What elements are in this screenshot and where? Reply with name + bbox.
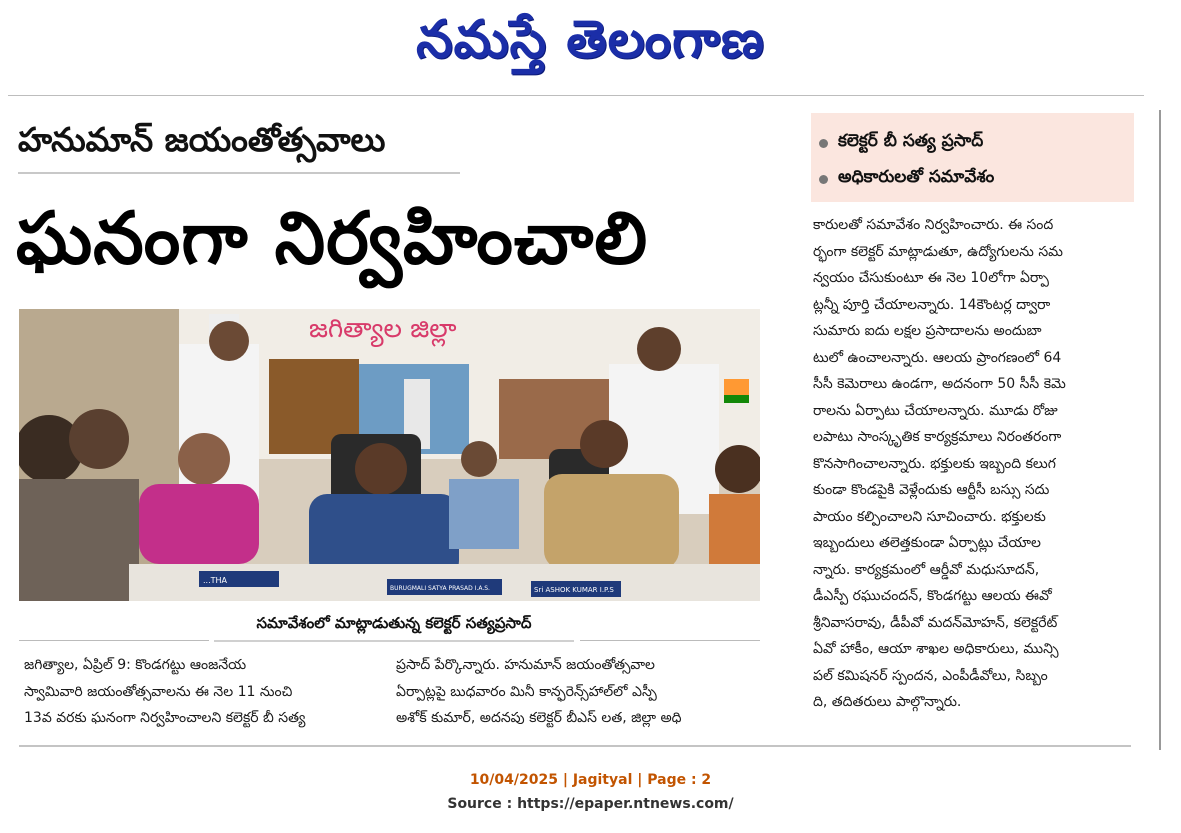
newspaper-logo: నమస్తే తెలంగాణ	[416, 9, 765, 70]
body-line: ట్లన్నీ పూర్తి చేయాలన్నారు. 14కౌంటర్ల ద్వారా	[813, 296, 1051, 313]
bullet-icon	[819, 139, 828, 148]
body-line: లపాటు సాంస్కృతిక కార్యక్రమాలు నిరంతరంగా	[813, 429, 1062, 445]
caption-rule-right	[580, 640, 760, 641]
article-photo	[19, 309, 760, 601]
masthead	[0, 0, 1181, 92]
source-link[interactable]: Source : https://epaper.ntnews.com/	[447, 796, 734, 812]
body-line: కుండా కొండపైకి వెళ్లేందుకు ఆర్టీసీ బస్సు సదు	[813, 482, 1050, 498]
column-divider	[1159, 110, 1161, 750]
body-line: సీసీ కెమెరాలు ఉండగా, అదనంగా 50 సీసీ కెమె	[813, 376, 1066, 392]
bullet-icon	[819, 175, 828, 184]
body-line: ఏర్పాట్లపై బుధవారం మినీ కాన్ఫరెన్స్‌హాల్‌లో ఎస్పీ	[396, 683, 657, 700]
nameplate-3: Sri ASHOK KUMAR I.P.S	[534, 586, 614, 594]
edition-info: 10/04/2025 | Jagityal | Page : 2	[469, 772, 712, 788]
body-line: న్నారు. కార్యక్రమంలో ఆర్డీవో మధుసూదన్,	[813, 561, 1040, 578]
bottom-divider	[19, 745, 1131, 747]
body-line: 13వ వరకు ఘనంగా నిర్వహించాలని కలెక్టర్ బీ సత్య	[24, 710, 306, 726]
body-line: ర్భంగా కలెక్టర్ మాట్లాడుతూ, ఉద్యోగులను సమ	[813, 243, 1063, 260]
body-line: ఇబ్బందులు తలెత్తకుండా ఏర్పాట్లు చేయాల	[813, 535, 1041, 551]
article-body-column-3	[813, 212, 1136, 716]
body-line: రాలను ఏర్పాటు చేయాలన్నారు. మూడు రోజు	[813, 402, 1058, 419]
body-line: అశోక్ కుమార్, అదనపు కలెక్టర్ బీఎస్ లత, జిల్లా అధి	[396, 710, 682, 726]
body-line: సుమారు ఐదు లక్షల ప్రసాదాలను అందుబా	[813, 323, 1042, 339]
photo-caption: సమావేశంలో మాట్లాడుతున్న కలెక్టర్ సత్యప్రసాద్	[214, 614, 574, 642]
banner-text: జగిత్యాల జిల్లా	[309, 314, 457, 344]
body-line: డీఎస్పీ రఘుచందన్, కొండగట్టు ఆలయ ఈవో	[813, 588, 1052, 604]
body-line: కొనసాగించాలన్నారు. భక్తులకు ఇబ్బంది కలుగ	[813, 455, 1056, 472]
body-line: స్వామివారి జయంతోత్సవాలను ఈ నెల 11 నుంచి	[24, 683, 293, 700]
highlight-text: అధికారులతో సమావేశం	[838, 167, 995, 187]
kicker-underline	[18, 172, 460, 174]
article-headline: ఘనంగా నిర్వహించాలి	[16, 196, 649, 280]
body-line: పల్ కమిషనర్ స్పందన, ఎంపీడీవోలు, సిబ్బం	[813, 667, 1048, 684]
highlight-item	[819, 131, 983, 155]
caption-rule-left	[19, 640, 209, 641]
body-line: ది, తదితరులు పాల్గొన్నారు.	[813, 694, 962, 710]
highlight-item	[819, 167, 994, 191]
highlights-box	[811, 113, 1134, 202]
body-line: పాయం కల్పించాలని సూచించారు. భక్తులకు	[813, 508, 1046, 525]
top-divider	[8, 95, 1144, 96]
article-kicker: హనుమాన్ జయంతోత్సవాలు	[18, 120, 386, 159]
body-line: కారులతో సమావేశం నిర్వహించారు. ఈ సంద	[813, 217, 1054, 233]
article-body-column-1	[24, 652, 376, 732]
body-line: టులో ఉంచాలన్నారు. ఆలయ ప్రాంగణంలో 64	[813, 349, 1062, 366]
page-footer	[0, 768, 1181, 816]
article-body-column-2	[396, 652, 760, 732]
body-line: ప్రసాద్ పేర్కొన్నారు. హనుమాన్ జయంతోత్సవాల	[396, 657, 655, 673]
body-line: జగిత్యాల, ఏప్రిల్ 9: కొండగట్టు ఆంజనేయ	[24, 657, 247, 673]
body-line: ఏవో హాకీం, ఆయా శాఖల అధికారులు, మున్సి	[813, 641, 1059, 657]
highlight-text: కలెక్టర్ బీ సత్య ప్రసాద్	[838, 131, 984, 151]
body-line: శ్రీనివాసరావు, డీపీవో మదన్‌మోహన్, కలెక్టరేట్	[813, 614, 1058, 631]
nameplate-2: BURUGMALI SATYA PRASAD I.A.S.	[390, 585, 490, 592]
body-line: న్వయం చేసుకుంటూ ఈ నెల 10లోగా ఏర్పా	[813, 270, 1049, 286]
nameplate-1: ...THA	[203, 576, 228, 585]
